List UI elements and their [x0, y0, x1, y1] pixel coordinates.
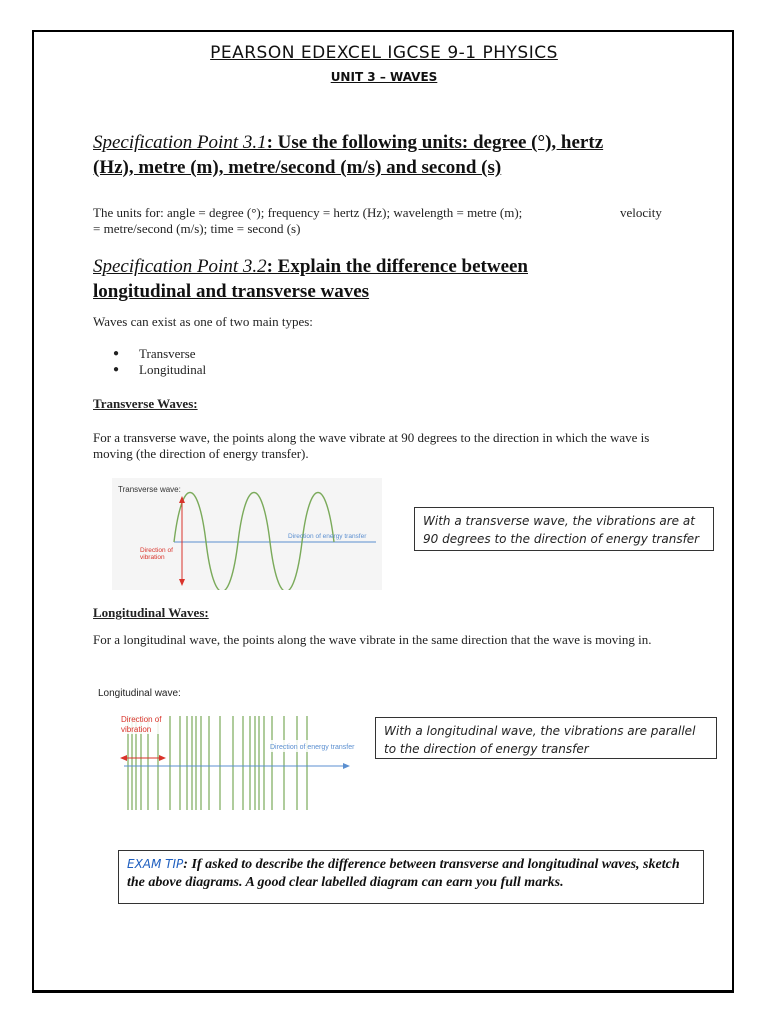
transverse-wave-diagram — [112, 478, 382, 590]
spec-point-3-2-label: Specification Point 3.2 — [93, 256, 267, 277]
exam-tip-box — [118, 850, 704, 904]
page-border-bottom-rule — [32, 990, 734, 993]
spec-point-3-1-heading — [93, 130, 683, 180]
spec-point-3-1-label: Specification Point 3.1 — [93, 132, 267, 153]
longitudinal-heading: Longitudinal Waves: — [93, 605, 209, 620]
list-item — [113, 346, 206, 362]
transverse-note-text: With a transverse wave, the vibrations are at 90 degrees to the direction of energy transfer — [423, 514, 700, 546]
exam-tip-text: : If asked to describe the difference between transverse and longitudinal waves, sketch the above diagrams. A good clear labelled diagram can earn you full marks. — [127, 857, 680, 890]
transverse-energy-label: Direction of energy transfer — [288, 533, 367, 540]
transverse-vibration-label-2: vibration — [140, 554, 165, 561]
longitudinal-diagram-title: Longitudinal wave: — [98, 688, 181, 699]
transverse-description: For a transverse wave, the points along the wave vibrate at 90 degrees to the direction in which the wave is moving (the direction of energy transfer). — [93, 430, 650, 461]
units-text-velocity: velocity — [620, 205, 662, 220]
longitudinal-note-text: With a longitudinal wave, the vibrations are parallel to the direction of energy transfer — [384, 724, 696, 756]
longitudinal-energy-label: Direction of energy transfer — [270, 744, 355, 751]
vibration-arrow-right-head — [159, 755, 166, 761]
wave-type-transverse: Transverse — [139, 346, 196, 361]
transverse-heading: Transverse Waves: — [93, 396, 198, 411]
spec-point-3-2-text-line2: longitudinal and transverse waves — [93, 281, 370, 302]
transverse-vibration-label-1: Direction of — [140, 547, 173, 554]
wave-type-longitudinal: Longitudinal — [139, 362, 207, 377]
spec-point-3-2-heading — [93, 254, 683, 304]
spec-point-3-1-text-line1: : Use the following units: degree (°), hertz — [266, 132, 604, 153]
longitudinal-note-box — [375, 717, 717, 759]
list-item — [113, 362, 206, 378]
transverse-diagram-title: Transverse wave: — [118, 485, 181, 494]
wave-types-list — [113, 346, 206, 378]
longitudinal-wave-diagram — [96, 682, 358, 812]
document-title: PEARSON EDEXCEL IGCSE 9-1 PHYSICS — [210, 43, 558, 63]
exam-tip-label: EXAM TIP — [127, 857, 184, 871]
bullet-icon: ● — [113, 348, 120, 359]
longitudinal-vibration-label-2: vibration — [121, 725, 152, 734]
longitudinal-description: For a longitudinal wave, the points along the wave vibrate in the same direction that the wave is moving in. — [93, 632, 652, 647]
transverse-note-box — [414, 507, 714, 551]
spec-point-3-2-text-line1: : Explain the difference between — [266, 256, 528, 277]
energy-arrow-head — [343, 763, 350, 769]
bullet-icon: ● — [113, 364, 120, 375]
units-text-line2: = metre/second (m/s); time = second (s) — [93, 221, 301, 236]
longitudinal-vibration-label-1: Direction of — [121, 715, 162, 724]
document-subtitle: UNIT 3 – WAVES — [330, 70, 438, 84]
spec-point-3-1-text-line2: (Hz), metre (m), metre/second (m/s) and second (s) — [93, 157, 502, 178]
wave-types-intro: Waves can exist as one of two main types: — [93, 314, 313, 329]
vibration-arrow-left-head — [120, 755, 127, 761]
units-text-line1: The units for: angle = degree (°); frequency = hertz (Hz); wavelength = metre (m); — [93, 205, 523, 220]
